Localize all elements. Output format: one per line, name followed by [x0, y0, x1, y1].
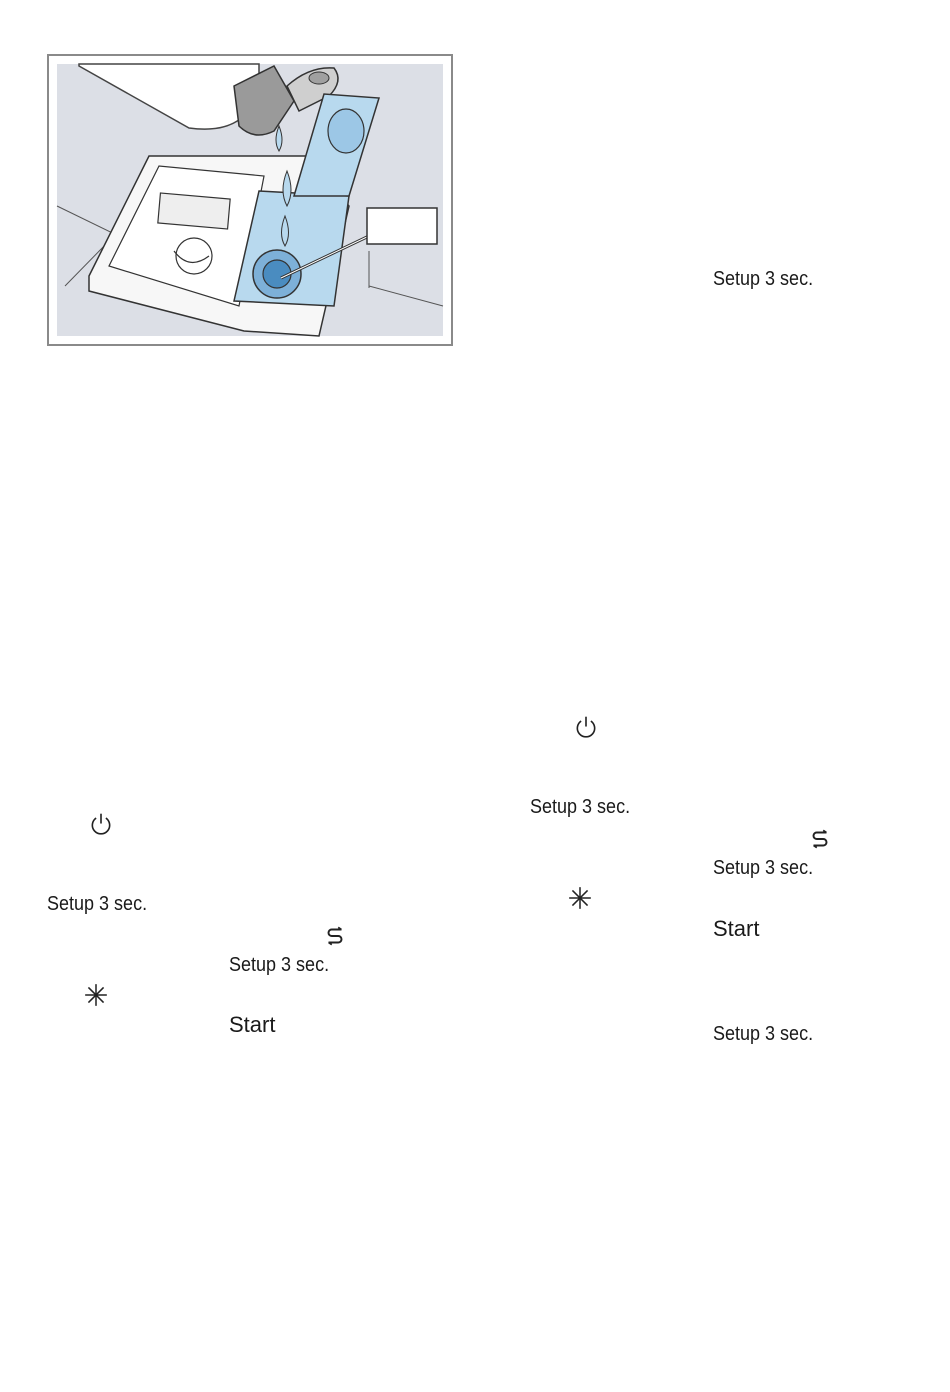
- right-setup-label-1: Setup 3 sec.: [530, 796, 631, 818]
- power-icon: [573, 714, 599, 740]
- rinse-aid-illustration: [47, 54, 453, 346]
- left-setup-label-1: Setup 3 sec.: [47, 893, 148, 915]
- left-start-label: Start: [229, 1012, 276, 1037]
- left-setup-label-2: Setup 3 sec.: [229, 954, 330, 976]
- power-icon: [88, 811, 114, 837]
- rinse-aid-icon: [322, 923, 348, 949]
- right-setup-label-3: Setup 3 sec.: [713, 1023, 814, 1045]
- sparkle-icon: [567, 885, 593, 911]
- rinse-aid-icon: [807, 826, 833, 852]
- right-start-label: Start: [713, 916, 760, 941]
- right-setup-label-2: Setup 3 sec.: [713, 857, 814, 879]
- setup-label-top: Setup 3 sec.: [713, 268, 814, 290]
- sparkle-icon: [83, 982, 109, 1008]
